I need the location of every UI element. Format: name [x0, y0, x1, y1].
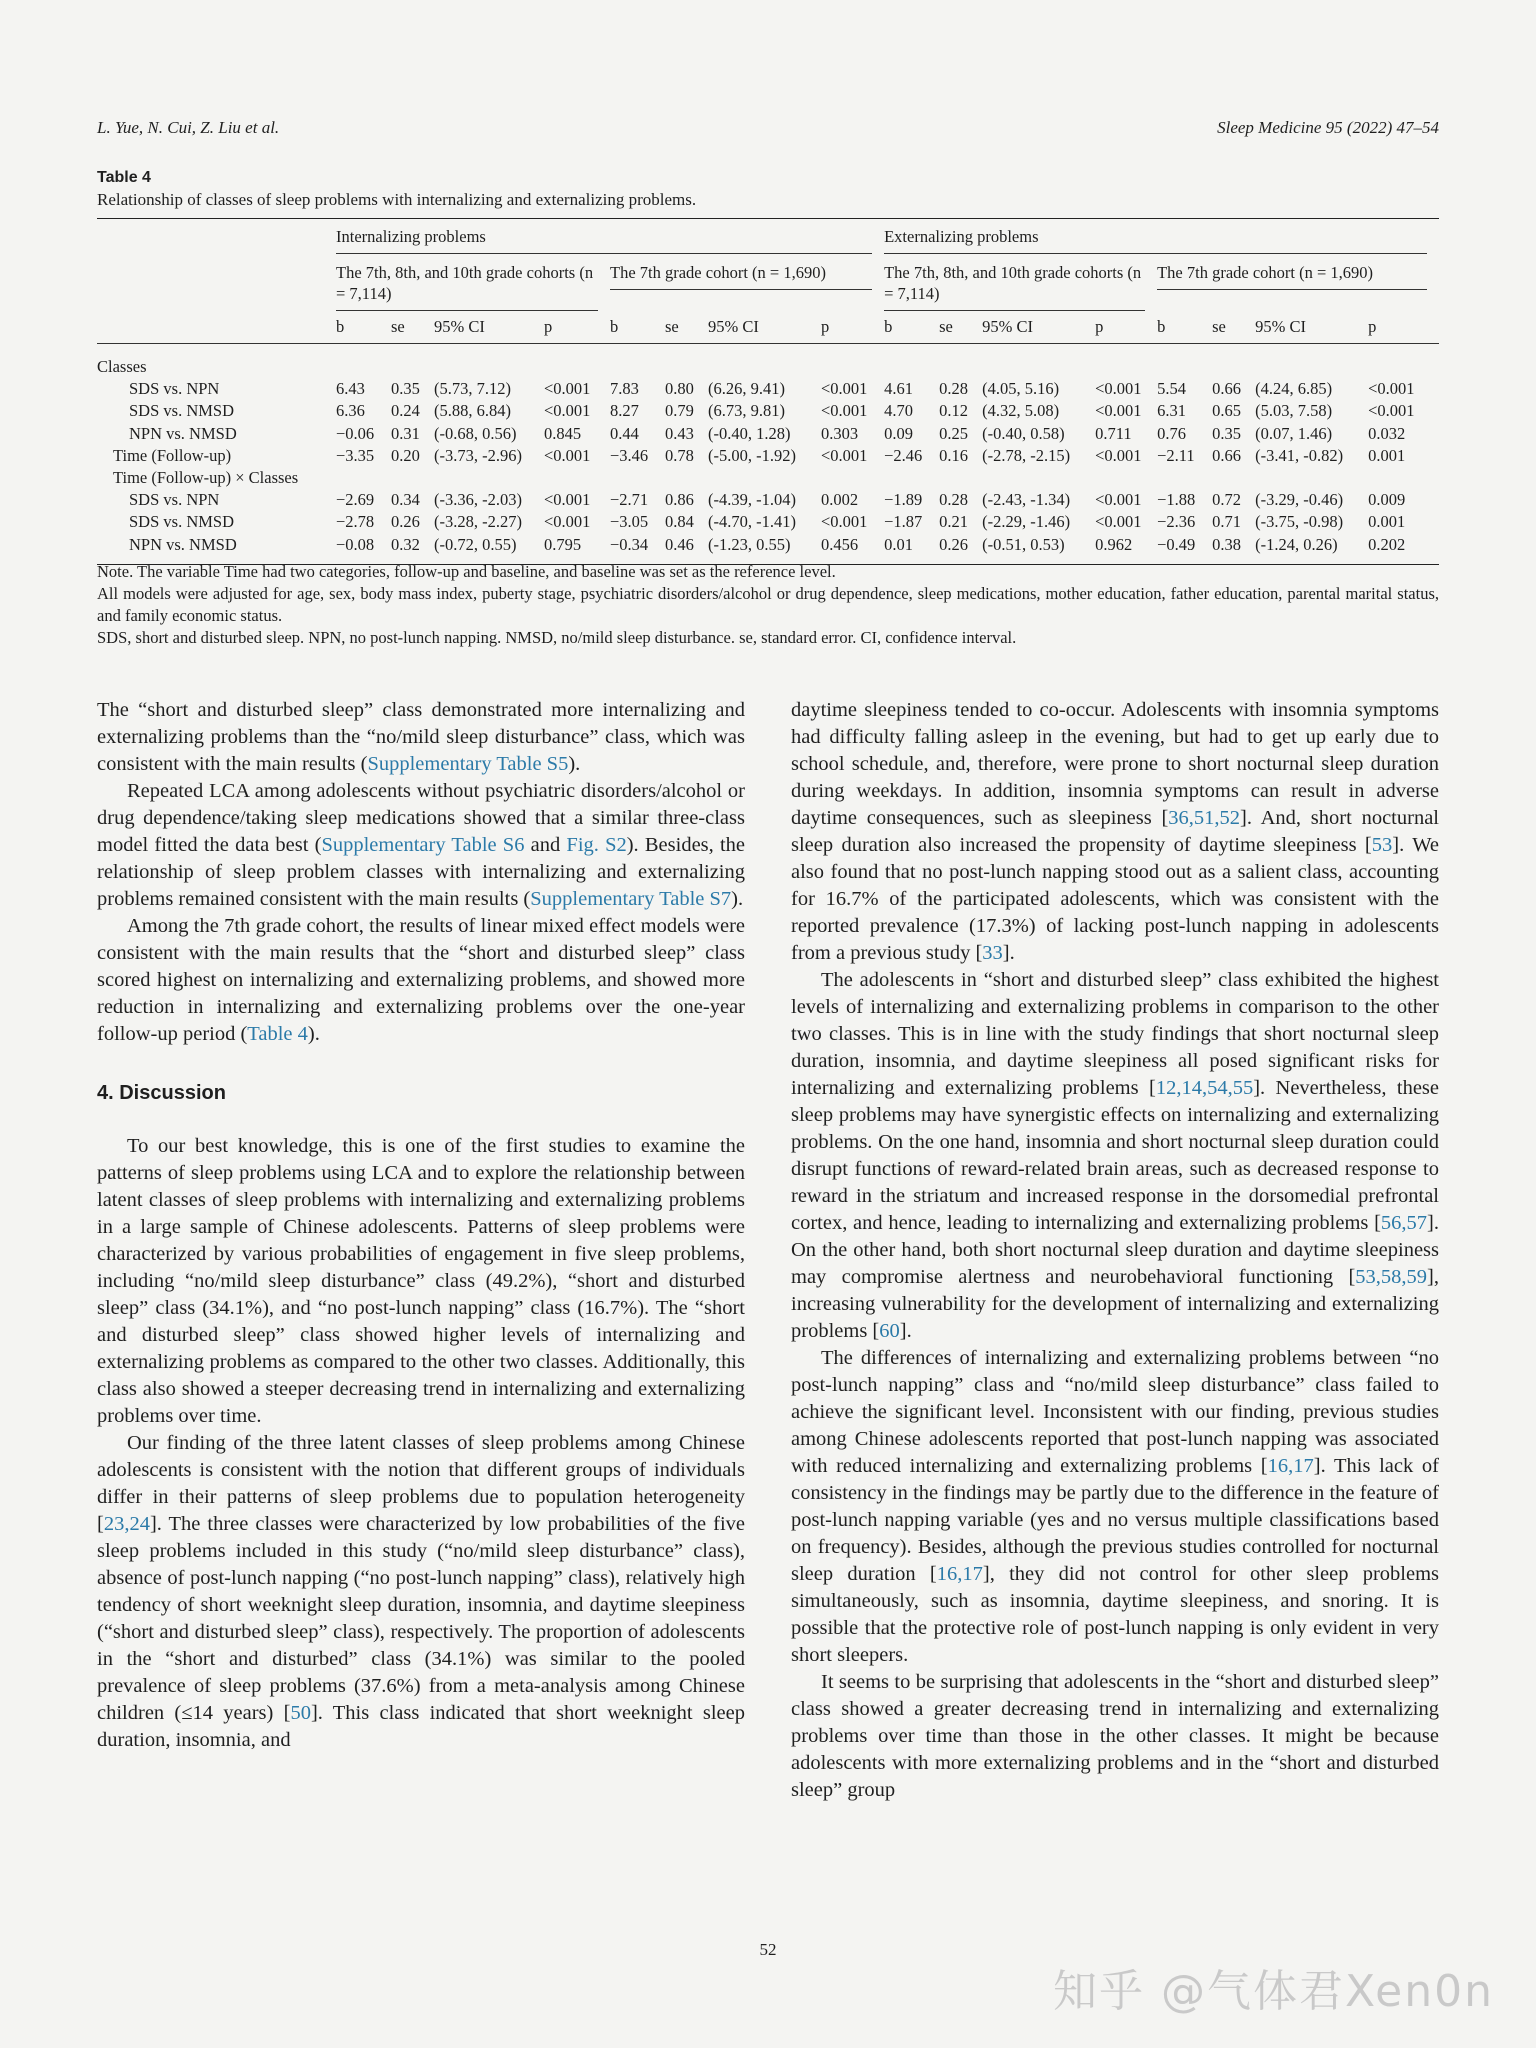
empty-cells	[336, 467, 1439, 489]
column-header-se: se	[939, 311, 982, 344]
paragraph: Among the 7th grade cohort, the results of linear mixed effect models were consistent with the main results that the “short and disturbed sleep” class scored highest on internalizing and externalizing problems, and showed more reduction in internalizing and externalizing problems over the one-year follow-up period (Table 4).	[97, 915, 745, 1045]
column-header-p: p	[544, 311, 610, 344]
table-cell: −2.78	[336, 512, 375, 532]
column-header-95ci: 95% CI	[982, 311, 1095, 344]
table-cell: <0.001	[1095, 379, 1142, 399]
paragraph: daytime sleepiness tended to co-occur. Adolescents with insomnia symptoms had difficulty falling asleep in the evening, but had to get up early due to school schedule, and, therefore, were prone to short nocturnal sleep duration during weekdays. In addition, insomnia symptoms can result in adverse daytime consequences, such as sleepiness [36,51,52]. And, short nocturnal sleep duration also increased the propensity of daytime sleepiness [53]. We also found that no post-lunch napping stood out as a salient class, accounting for 16.7% of the participated adolescents, which was consistent with the reported prevalence (17.3%) of lacking post-lunch napping in adolescents from a previous study [33].	[791, 699, 1439, 964]
table-cell: <0.001	[1095, 512, 1142, 532]
table-cell: (4.24, 6.85)	[1255, 379, 1333, 399]
table-cell: 0.28	[939, 379, 968, 399]
table-cell: (-0.72, 0.55)	[434, 534, 544, 565]
table-4	[97, 218, 1439, 565]
table-cell: 0.032	[1368, 423, 1406, 443]
table-cell: 0.28	[939, 490, 968, 510]
table-cell: 0.38	[1212, 534, 1255, 565]
table-cell: (4.05, 5.16)	[982, 379, 1060, 399]
table-cell: −2.69	[336, 490, 375, 510]
table-cell: (-0.40, 1.28)	[708, 423, 791, 443]
table-cell: (-1.23, 0.55)	[708, 534, 821, 565]
table-cell: 6.43	[336, 379, 365, 399]
table-cell: (-3.28, -2.27)	[434, 512, 522, 532]
row-label: NPN vs. NMSD	[97, 534, 336, 565]
table-cell: 7.83	[610, 379, 639, 399]
table-cell: 6.31	[1157, 401, 1186, 421]
table-cell: 0.78	[665, 445, 694, 465]
row-label: SDS vs. NMSD	[129, 401, 234, 421]
table-caption-text: Relationship of classes of sleep problems with internalizing and externalizing problems.	[97, 190, 697, 209]
table-cell: 0.845	[544, 423, 582, 443]
table-cell: (-2.78, -2.15)	[982, 445, 1071, 465]
table-cell: 0.21	[939, 512, 968, 532]
table-cell: 0.26	[939, 534, 982, 565]
table-cell: (-2.29, -1.46)	[982, 512, 1071, 532]
table-label: Table 4	[97, 169, 151, 186]
subheader-7th-cohort-int: The 7th grade cohort (n = 1,690)	[610, 254, 872, 290]
table-cell: <0.001	[1368, 379, 1415, 399]
table-cell: 0.456	[821, 534, 884, 565]
table-cell: −2.46	[884, 445, 923, 465]
table-note: SDS, short and disturbed sleep. NPN, no post-lunch napping. NMSD, no/mild sleep disturbance. se, standard error. CI, confidence interval.	[97, 628, 1017, 647]
table-row	[97, 445, 1439, 467]
row-label: SDS vs. NPN	[129, 490, 220, 510]
table-cell: −2.36	[1157, 512, 1196, 532]
table-row	[97, 489, 1439, 511]
group-header-externalizing: Externalizing problems	[884, 219, 1427, 254]
table-cell: 4.70	[884, 401, 913, 421]
column-header-b: b	[610, 311, 665, 344]
table-cell: <0.001	[1095, 401, 1142, 421]
table-cell: 0.32	[391, 534, 434, 565]
column-header-row	[97, 311, 1439, 344]
table-cell: −2.71	[610, 490, 649, 510]
table-cell: −0.08	[336, 534, 391, 565]
table-cell: 8.27	[610, 401, 639, 421]
left-text-column	[97, 697, 745, 1754]
table-body	[97, 344, 1439, 565]
column-header-se: se	[665, 311, 708, 344]
table-cell: (0.07, 1.46)	[1255, 423, 1333, 443]
table-cell: −0.34	[610, 534, 665, 565]
table-cell: 0.34	[391, 490, 420, 510]
row-label: SDS vs. NPN	[129, 379, 220, 399]
table-cell: (5.73, 7.12)	[434, 379, 511, 399]
table-cell: (5.88, 6.84)	[434, 401, 511, 421]
table-cell: (-3.75, -0.98)	[1255, 512, 1344, 532]
table-row	[97, 344, 1439, 379]
table-row	[97, 423, 1439, 445]
row-label: Time (Follow-up) × Classes	[113, 468, 299, 488]
table-cell: 0.25	[939, 423, 968, 443]
table-cell: <0.001	[1368, 401, 1415, 421]
paragraph: Our finding of the three latent classes of sleep problems among Chinese adolescents is consistent with the notion that different groups of individuals differ in their patterns of sleep problems due to population heterogeneity [23,24]. The three classes were characterized by low probabilities of the five sleep problems included in this study (“no/mild sleep disturbance” class), absence of post-lunch napping (“no post-lunch napping” class), relatively high tendency of short weeknight sleep duration, insomnia, and daytime sleepiness (“short and disturbed sleep” class), respectively. The proportion of adolescents in the “short and disturbed” class (34.1%) was similar to the pooled prevalence of sleep problems (37.6%) from a meta-analysis among Chinese children (≤14 years) [50]. This class indicated that short weeknight sleep duration, insomnia, and	[97, 1432, 746, 1751]
table-cell: <0.001	[544, 490, 591, 510]
table-cell: 0.35	[391, 379, 420, 399]
table-cell: 0.84	[665, 512, 694, 532]
row-label: Classes	[97, 357, 147, 376]
page-number: 52	[759, 1940, 777, 1959]
row-label: SDS vs. NMSD	[129, 512, 234, 532]
table-cell: 0.303	[821, 423, 859, 443]
section-heading: 4. Discussion	[97, 1082, 226, 1104]
table-cell: 0.31	[391, 423, 420, 443]
right-text-column	[791, 697, 1439, 1804]
table-cell: 0.795	[544, 534, 610, 565]
table-cell: (-0.51, 0.53)	[982, 534, 1095, 565]
table-cell: −3.35	[336, 445, 375, 465]
table-cell: 0.001	[1368, 512, 1406, 532]
table-cell: 0.71	[1212, 512, 1241, 532]
table-cell: (-4.39, -1.04)	[708, 490, 796, 510]
table-cell: (5.03, 7.58)	[1255, 401, 1333, 421]
table-cell: <0.001	[544, 401, 591, 421]
table-cell: 0.16	[939, 445, 968, 465]
subheader-7th-cohort-ext: The 7th grade cohort (n = 1,690)	[1157, 254, 1427, 290]
running-header-journal: Sleep Medicine 95 (2022) 47–54	[1217, 118, 1439, 137]
table-cell: (-3.36, -2.03)	[434, 490, 522, 510]
table-cell: 0.202	[1368, 534, 1439, 565]
table-cell: <0.001	[821, 379, 868, 399]
paragraph: It seems to be surprising that adolescents in the “short and disturbed sleep” class showed a greater decreasing trend in internalizing and externalizing problems over time than those in the other classes. It might be because adolescents with more externalizing problems and in the “short and disturbed sleep” group	[791, 1671, 1439, 1801]
table-cell: 0.009	[1368, 490, 1406, 510]
table-cell: 0.711	[1095, 423, 1132, 443]
column-header-se: se	[391, 311, 434, 344]
table-cell: 0.65	[1212, 401, 1241, 421]
subheader-all-cohorts-ext: The 7th, 8th, and 10th grade cohorts (n = 7,114)	[884, 254, 1145, 311]
table-cell: 0.35	[1212, 423, 1241, 443]
table-cell: (-3.73, -2.96)	[434, 445, 522, 465]
table-cell: −1.88	[1157, 490, 1196, 510]
watermark: 知乎 @气体君Xen0n	[1053, 1966, 1494, 2017]
column-header-95ci: 95% CI	[434, 311, 544, 344]
table-cell: <0.001	[821, 401, 868, 421]
table-cell: <0.001	[821, 445, 868, 465]
table-cell: 0.72	[1212, 490, 1241, 510]
table-cell: (-1.24, 0.26)	[1255, 534, 1368, 565]
column-header-se: se	[1212, 311, 1255, 344]
table-cell: 0.962	[1095, 534, 1157, 565]
table-cell: <0.001	[544, 445, 591, 465]
table-cell: 0.86	[665, 490, 694, 510]
table-cell: (6.73, 9.81)	[708, 401, 785, 421]
column-header-95ci: 95% CI	[708, 311, 821, 344]
table-cell: −2.11	[1157, 445, 1195, 465]
table-cell: (4.32, 5.08)	[982, 401, 1060, 421]
table-cell: 0.01	[884, 534, 939, 565]
table-cell: 0.46	[665, 534, 708, 565]
table-cell: (-3.29, -0.46)	[1255, 490, 1344, 510]
paragraph: Repeated LCA among adolescents without psychiatric disorders/alcohol or drug dependence/taking sleep medications showed that a similar three-class model fitted the data best (Supplementary Table S6 and Fig. S2). Besides, the relationship of sleep problem classes with internalizing and externalizing problems remained consistent with the main results (Supplementary Table S7).	[97, 780, 745, 910]
column-header-p: p	[821, 311, 884, 344]
table-cell: −1.87	[884, 512, 923, 532]
table-cell: 0.20	[391, 445, 420, 465]
table-cell: 5.54	[1157, 379, 1186, 399]
table-cell: 0.44	[610, 423, 639, 443]
column-header-b: b	[884, 311, 939, 344]
table-cell: 6.36	[336, 401, 365, 421]
table-cell: 0.09	[884, 423, 913, 443]
empty-cells	[336, 344, 1439, 379]
row-label: Time (Follow-up)	[113, 445, 232, 465]
table-cell: 0.76	[1157, 423, 1186, 443]
table-cell: (-2.43, -1.34)	[982, 490, 1071, 510]
table-cell: 0.66	[1212, 379, 1241, 399]
table-cell: <0.001	[544, 512, 591, 532]
group-header-internalizing: Internalizing problems	[336, 219, 872, 254]
paragraph: The differences of internalizing and externalizing problems between “no post-lunch napping” class and “no/mild sleep disturbance” class failed to achieve the significant level. Inconsistent with our finding, previous studies among Chinese adolescents reported that post-lunch napping was associated with reduced internalizing and externalizing problems [16,17]. This lack of consistency in the findings may be partly due to the difference in the feature of post-lunch napping variable (yes and no versus multiple classifications based on frequency). Besides, although the previous studies controlled for nocturnal sleep duration [16,17], they did not control for other sleep problems simultaneously, such as insomnia, daytime sleepiness, and snoring. It is possible that the protective role of post-lunch napping is only evident in very short sleepers.	[791, 1347, 1439, 1666]
table-cell: <0.001	[821, 512, 868, 532]
table-cell: (6.26, 9.41)	[708, 379, 785, 399]
table-cell: 0.80	[665, 379, 694, 399]
table-cell: −3.05	[610, 512, 649, 532]
column-header-b: b	[1157, 311, 1212, 344]
table-cell: <0.001	[1095, 490, 1142, 510]
table-cell: −0.49	[1157, 534, 1212, 565]
table-cell: 0.12	[939, 401, 968, 421]
table-cell: <0.001	[1095, 445, 1142, 465]
table-cell: 0.43	[665, 423, 694, 443]
table-cell: −0.06	[336, 423, 375, 443]
results-table	[97, 218, 1439, 565]
subheader-all-cohorts-int: The 7th, 8th, and 10th grade cohorts (n = 7,114)	[336, 254, 598, 311]
paragraph: To our best knowledge, this is one of the first studies to examine the patterns of sleep problems using LCA and to explore the relationship between latent classes of sleep problems with internalizing and externalizing problems in a large sample of Chinese adolescents. Patterns of sleep problems were characterized by various probabilities of engagement in five sleep problems, including “no/mild sleep disturbance” class (49.2%), “short and disturbed sleep” class (34.1%), and “no post-lunch napping” class (16.7%). The “short and disturbed sleep” class showed higher levels of internalizing and externalizing problems as compared to the other two classes. Additionally, this class also showed a steeper decreasing trend in internalizing and externalizing problems over time.	[97, 1135, 745, 1427]
table-cell: (-0.68, 0.56)	[434, 423, 517, 443]
row-label: NPN vs. NMSD	[129, 423, 237, 443]
table-cell: 0.66	[1212, 445, 1241, 465]
table-cell: 0.002	[821, 490, 859, 510]
table-cell: (-5.00, -1.92)	[708, 445, 796, 465]
table-row	[97, 534, 1439, 565]
table-cell: −1.89	[884, 490, 923, 510]
paragraph: The adolescents in “short and disturbed sleep” class exhibited the highest levels of internalizing and externalizing problems in comparison to the other two classes. This is in line with the study findings that short nocturnal sleep duration, insomnia, and daytime sleepiness all posed significant risks for internalizing and externalizing problems [12,14,54,55]. Nevertheless, these sleep problems may have synergistic effects on internalizing and externalizing problems. On the one hand, insomnia and short nocturnal sleep duration could disrupt functions of reward-related brain areas, such as decreased response to reward in the striatum and increased response in the dorsomedial prefrontal cortex, and hence, leading to internalizing and externalizing problems [56,57]. On the other hand, both short nocturnal sleep duration and daytime sleepiness may compromise alertness and neurobehavioral functioning [53,58,59], increasing vulnerability for the development of internalizing and externalizing problems [60].	[791, 969, 1439, 1342]
running-header-authors: L. Yue, N. Cui, Z. Liu et al.	[97, 118, 280, 137]
column-header-p: p	[1368, 311, 1439, 344]
table-cell: 0.26	[391, 512, 420, 532]
paragraph: The “short and disturbed sleep” class demonstrated more internalizing and externalizing problems than the “no/mild sleep disturbance” class, which was consistent with the main results (Supplementary Table S5).	[97, 699, 745, 775]
table-note: All models were adjusted for age, sex, body mass index, puberty stage, psychiatric disorders/alcohol or drug dependence, sleep medications, mother education, father education, parental marital status, and family economic status.	[97, 584, 1439, 625]
table-note: Note. The variable Time had two categories, follow-up and baseline, and baseline was set as the reference level.	[97, 562, 836, 581]
table-notes	[97, 561, 1439, 649]
table-cell: <0.001	[544, 379, 591, 399]
table-cell: (-3.41, -0.82)	[1255, 445, 1344, 465]
column-header-p: p	[1095, 311, 1157, 344]
table-cell: (-0.40, 0.58)	[982, 423, 1065, 443]
table-row	[97, 378, 1439, 400]
table-row	[97, 400, 1439, 422]
table-caption	[97, 167, 1439, 211]
table-cell: −3.46	[610, 445, 649, 465]
column-header-95ci: 95% CI	[1255, 311, 1368, 344]
table-cell: 0.001	[1368, 445, 1406, 465]
column-header-b: b	[336, 311, 391, 344]
table-cell: 4.61	[884, 379, 913, 399]
table-row	[97, 467, 1439, 489]
table-row	[97, 511, 1439, 533]
table-cell: 0.24	[391, 401, 420, 421]
table-cell: (-4.70, -1.41)	[708, 512, 796, 532]
table-cell: 0.79	[665, 401, 694, 421]
